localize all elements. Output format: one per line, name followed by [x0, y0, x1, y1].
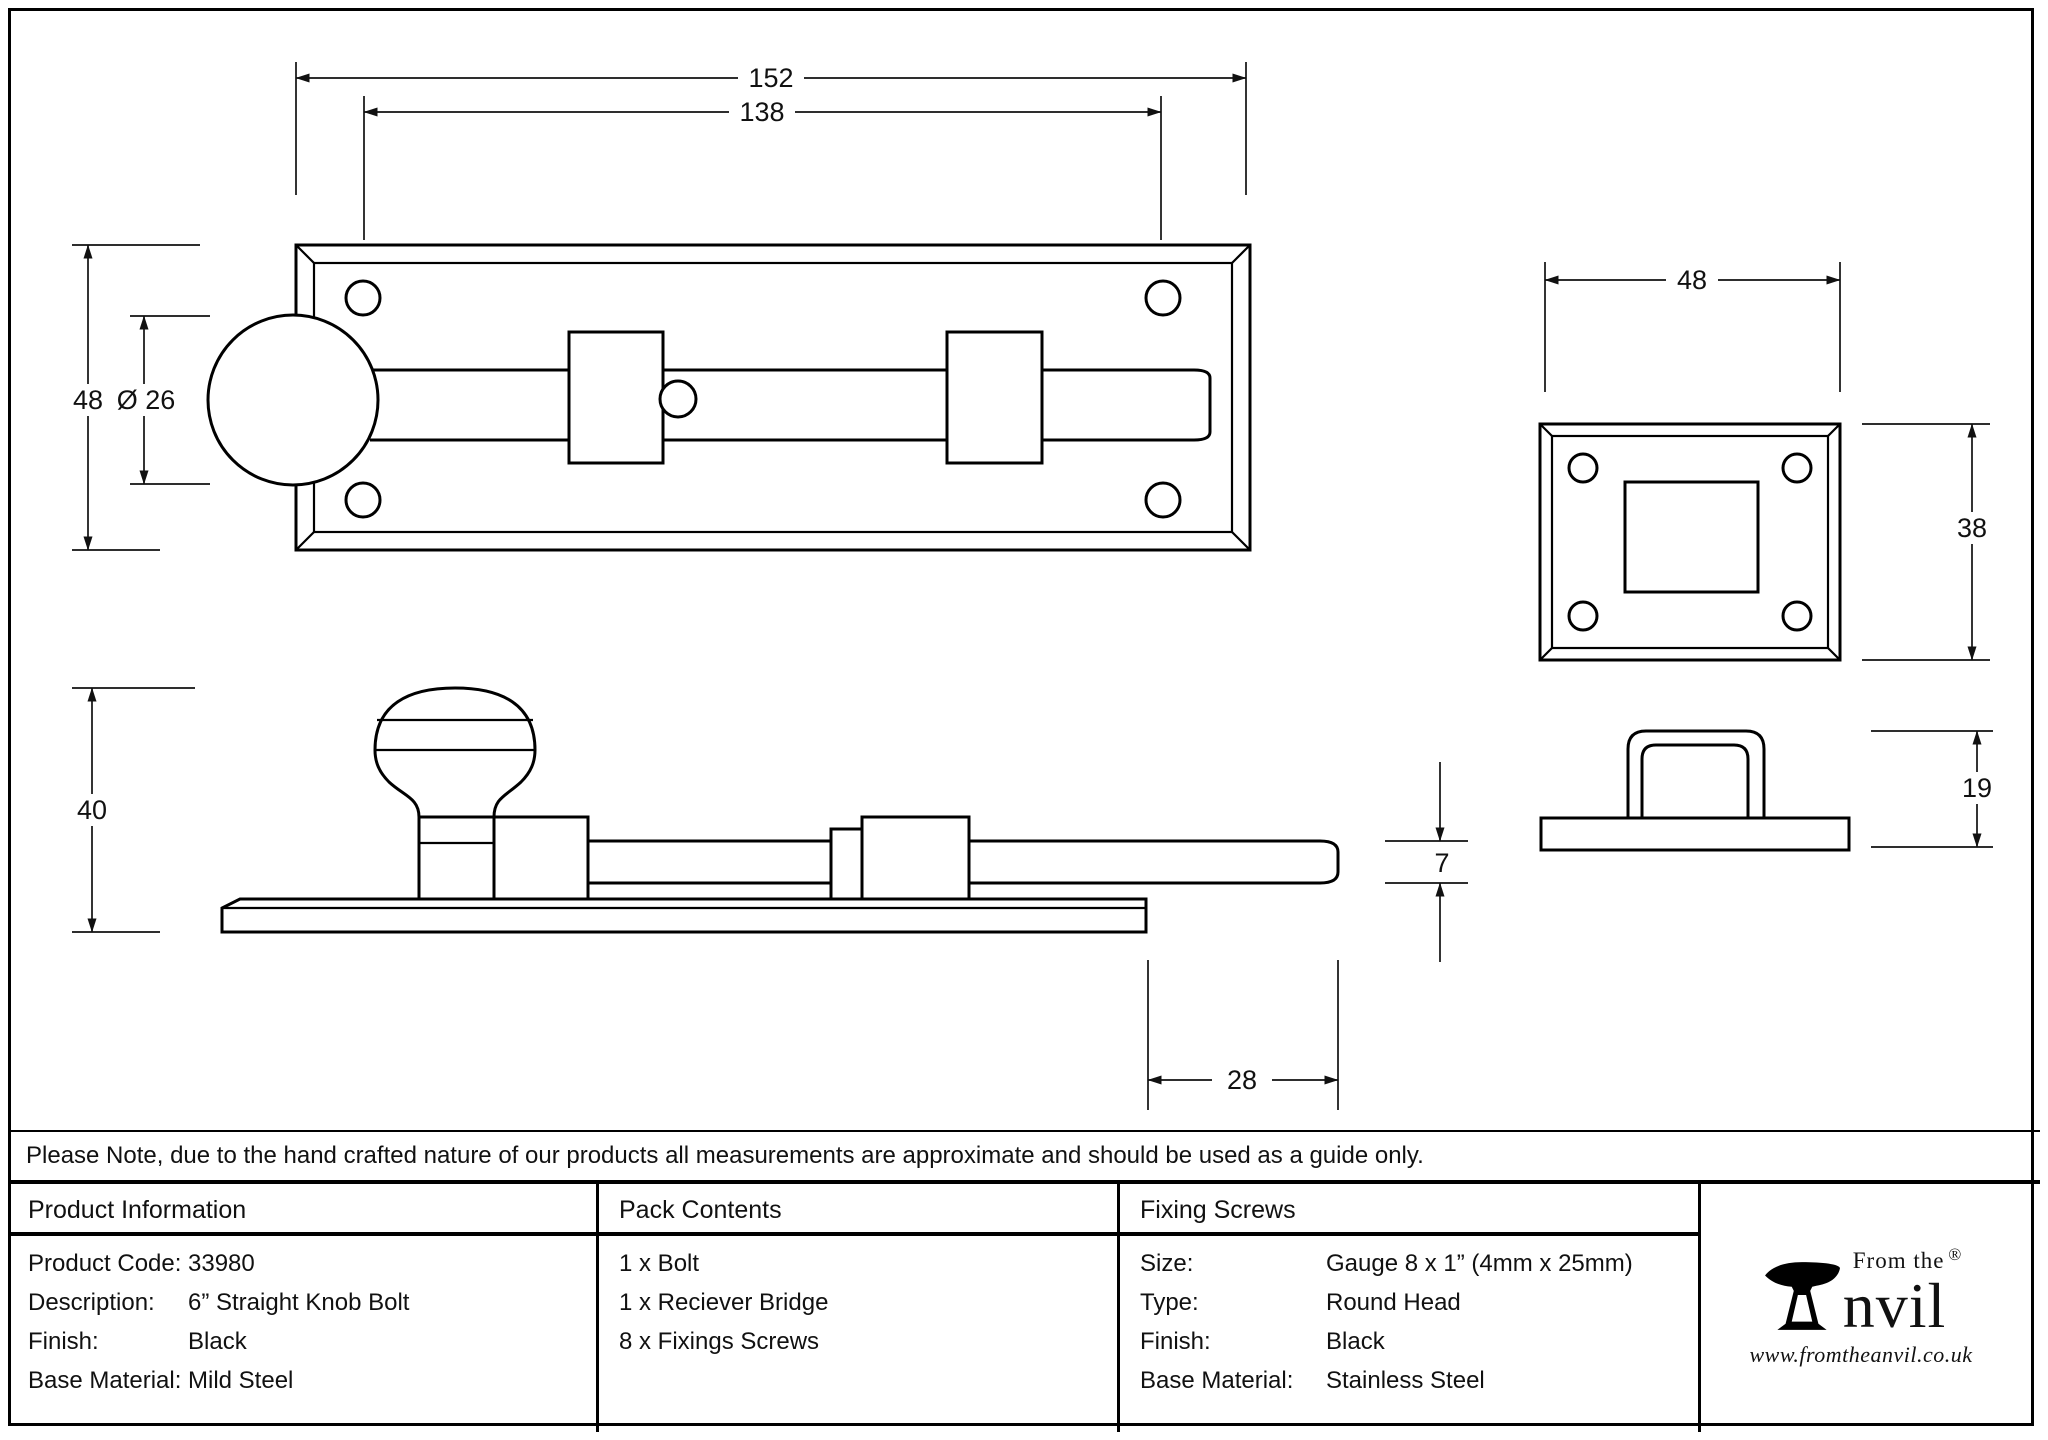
knob-front: [208, 315, 378, 485]
logo-website: www.fromtheanvil.co.uk: [1749, 1341, 1973, 1367]
bolt-front-view: [62, 62, 1250, 550]
logo-prefix: From the: [1852, 1247, 1945, 1273]
screw-size-value: Gauge 8 x 1” (4mm x 25mm): [1326, 1250, 1633, 1277]
note-text: Please Note, due to the hand crafted nature of our products all measurements are approximate and should be used as a guide only.: [26, 1142, 1424, 1169]
receiver-loop-inner: [1642, 745, 1748, 818]
product-information-header: Product Information: [8, 1184, 596, 1236]
row-label: Product Code:: [28, 1250, 182, 1277]
description-value: 6” Straight Knob Bolt: [188, 1289, 410, 1316]
table-row: [28, 1328, 596, 1356]
row-label: Finish:: [28, 1328, 99, 1355]
dim-receiver-height: [1862, 424, 1998, 660]
dim-bolt-throw: [1148, 960, 1338, 1110]
baseplate-side: [222, 899, 1146, 932]
keeper-bracket-right: [947, 332, 1042, 463]
dim-label-138: 138: [739, 97, 785, 127]
dim-label-38: 38: [1956, 513, 1988, 543]
dim-screw-spacing: [364, 96, 1161, 240]
fixing-screws-header: Fixing Screws: [1120, 1184, 1698, 1236]
measurement-note: [8, 1130, 2040, 1184]
row-label: Description:: [28, 1289, 155, 1316]
dim-label-7: 7: [1434, 848, 1450, 878]
finish-value: Black: [188, 1328, 247, 1355]
rod-screw-hole: [660, 381, 696, 417]
pack-contents-header: Pack Contents: [599, 1184, 1117, 1236]
dim-label-48: 48: [72, 385, 104, 415]
dim-overall-width: [296, 62, 1246, 195]
list-item: 1 x Bolt: [619, 1250, 700, 1277]
dim-label-40: 40: [76, 795, 108, 825]
table-row: [1140, 1328, 1698, 1356]
list-item: 8 x Fixings Screws: [619, 1328, 820, 1355]
dim-label-receiver-48: 48: [1676, 265, 1708, 295]
table-row: [28, 1289, 596, 1317]
registered-trademark-icon: ®: [1948, 1244, 1962, 1264]
keeper-bracket-left-side: [494, 817, 588, 899]
column-product-information: [8, 1184, 596, 1432]
dim-knob-diameter: [108, 316, 210, 484]
screw-finish-value: Black: [1326, 1328, 1385, 1355]
table-row: [1140, 1367, 1698, 1395]
dim-label-152: 152: [748, 63, 794, 93]
row-label: Size:: [1140, 1250, 1194, 1277]
table-row: [1140, 1289, 1698, 1317]
brand-logo: [1690, 1184, 2032, 1432]
base-material-value: Mild Steel: [188, 1367, 294, 1394]
receiver-side-view: [1541, 731, 2003, 850]
row-label: Type:: [1140, 1289, 1199, 1316]
row-label: Base Material:: [28, 1367, 182, 1394]
knob-side: [375, 688, 535, 817]
dim-label-knob-diameter: Ø 26: [116, 385, 176, 415]
dim-bridge-height: [1871, 731, 2003, 847]
table-row: [28, 1367, 596, 1395]
screw-type-value: Round Head: [1326, 1289, 1461, 1316]
anvil-icon: [1763, 1254, 1841, 1338]
receiver-plan-view: [1540, 262, 1998, 660]
knob-collar: [419, 817, 494, 899]
keeper-bracket-left: [569, 332, 663, 463]
row-label: Base Material:: [1140, 1367, 1294, 1394]
dim-label-19: 19: [1961, 773, 1993, 803]
keeper-bracket-right-step: [831, 829, 862, 899]
column-pack-contents: [596, 1184, 1117, 1432]
list-item: 1 x Reciever Bridge: [619, 1289, 829, 1316]
keeper-bracket-right-side: [862, 817, 969, 899]
table-row: [1140, 1250, 1698, 1278]
bolt-rod: [370, 370, 1210, 440]
receiver-bar: [1541, 818, 1849, 850]
logo-brand: nvil: [1842, 1269, 1947, 1341]
dim-overall-height: [66, 688, 195, 932]
table-row: [28, 1250, 596, 1278]
bolt-side-view: [66, 688, 1468, 1110]
dim-receiver-width: [1545, 262, 1840, 392]
product-code-value: 33980: [188, 1250, 255, 1277]
column-fixing-screws: [1117, 1184, 1698, 1432]
dim-label-28: 28: [1226, 1065, 1258, 1095]
receiver-bridge-opening: [1625, 482, 1758, 592]
row-label: Finish:: [1140, 1328, 1211, 1355]
dim-rod-diameter: [1385, 762, 1468, 962]
screw-material-value: Stainless Steel: [1326, 1367, 1485, 1394]
